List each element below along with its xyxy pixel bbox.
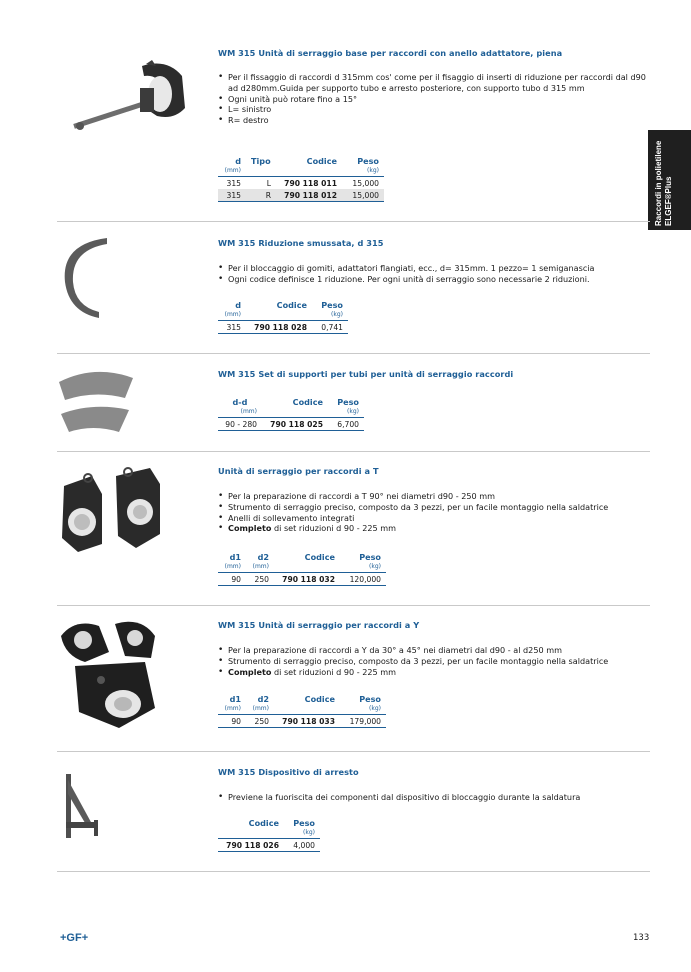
category-side-tab — [648, 130, 691, 230]
page-number: 133 — [633, 933, 650, 943]
section-divider — [57, 605, 650, 606]
product-title: WM 315 Riduzione smussata, d 315 — [218, 238, 384, 248]
feature-item — [218, 523, 658, 534]
spec-table — [218, 817, 320, 852]
column-header: d2 — [257, 552, 269, 562]
product-title: WM 315 Unità di serraggio per raccordi a Y — [218, 620, 420, 630]
spec-table — [218, 551, 386, 586]
section-divider — [57, 871, 650, 872]
table-cell: 315 — [226, 178, 241, 188]
table-cell: 790 118 025 — [262, 418, 328, 431]
column-header: d-d — [232, 397, 248, 407]
feature-list — [218, 645, 658, 677]
product-title: WM 315 Dispositivo di arresto — [218, 767, 359, 777]
table-cell: 315 — [218, 321, 246, 334]
feature-item: • Per il fissaggio di raccordi d 315mm cos' come per il fisaggio di inserti di riduzione per raccordi dal d90 ad d280mm.Guida per supporto tubo e arresto posteriore, con supporto tubo d 315 mm — [218, 72, 658, 94]
column-header: Peso — [321, 300, 343, 310]
table-cell: 90 — [218, 715, 246, 728]
table-cell: 4,000 — [284, 839, 320, 852]
table-cell: 250 — [246, 715, 274, 728]
table-cell: 250 — [246, 573, 274, 586]
section-divider — [57, 751, 650, 752]
feature-list — [218, 792, 658, 803]
column-unit: (kg) — [328, 408, 364, 418]
column-header: d — [235, 300, 241, 310]
column-unit: (mm) — [218, 311, 246, 321]
column-unit: (mm) — [218, 705, 246, 715]
table-cell: 315 — [218, 189, 246, 202]
table-row — [218, 189, 384, 202]
column-header: Codice — [276, 300, 307, 310]
column-unit: (kg) — [312, 311, 348, 321]
product-title: WM 315 Unità di serraggio base per raccordi con anello adattatore, piena — [218, 48, 563, 58]
table-cell: 120,000 — [340, 573, 386, 586]
column-header: Codice — [304, 694, 335, 704]
feature-item: • R= destro — [218, 115, 658, 126]
feature-item: • Per il bloccaggio di gomiti, adattatori flangiati, ecc., d= 315mm. 1 pezzo= 1 semiganascia — [218, 263, 658, 274]
table-cell: 790 118 028 — [246, 321, 312, 334]
column-unit: (kg) — [284, 829, 320, 839]
table-row — [218, 418, 364, 431]
stop-device-image — [60, 770, 105, 849]
table-row — [218, 839, 320, 852]
feature-text: di set riduzioni d 90 - 225 mm — [271, 666, 397, 677]
column-header: Codice — [292, 397, 323, 407]
table-cell: 0,741 — [312, 321, 348, 334]
pipe-support-set-image — [55, 366, 140, 445]
table-cell: L — [266, 178, 271, 188]
table-cell: 790 118 032 — [274, 573, 340, 586]
tee-clamping-unit-image — [58, 464, 163, 563]
column-unit: (mm) — [218, 408, 262, 418]
feature-item — [218, 667, 658, 678]
column-header: d1 — [229, 694, 241, 704]
section-divider — [57, 221, 650, 222]
column-unit: (kg) — [340, 563, 386, 573]
category-label: Raccordi in polietilene — [654, 140, 663, 226]
feature-list — [218, 491, 658, 534]
clamping-unit-base-image — [62, 58, 192, 142]
feature-item: • Previene la fuoriscita dei componenti dal dispositivo di bloccaggio durante la saldatura — [218, 792, 658, 803]
column-header: Peso — [359, 694, 381, 704]
column-header: d2 — [257, 694, 269, 704]
feature-item: • Strumento di serraggio preciso, composto da 3 pezzi, per un facile montaggio nella saldatrice — [218, 502, 658, 513]
section-divider — [57, 353, 650, 354]
column-header: Tipo — [251, 156, 271, 166]
table-cell: 6,700 — [328, 418, 364, 431]
reduction-insert-image — [55, 234, 115, 328]
column-unit — [246, 167, 276, 177]
table-cell: 90 - 280 — [218, 418, 262, 431]
column-unit: (mm) — [246, 705, 274, 715]
y-clamping-unit-image — [55, 616, 165, 740]
table-row — [218, 715, 386, 728]
column-unit — [276, 167, 342, 177]
column-header: Peso — [357, 156, 379, 166]
column-unit: (kg) — [340, 705, 386, 715]
feature-item: • Per la preparazione di raccordi a T 90° nei diametri d90 - 250 mm — [218, 491, 658, 502]
section-divider — [57, 451, 650, 452]
column-header: Codice — [306, 156, 337, 166]
column-unit: (mm) — [218, 167, 246, 177]
feature-item: • Per la preparazione di raccordi a Y da 30° a 45° nei diametri dal d90 - al d250 mm — [218, 645, 658, 656]
column-header: d — [235, 156, 241, 166]
gf-logo: +GF+ — [60, 932, 89, 944]
column-unit — [246, 311, 312, 321]
spec-table — [218, 299, 348, 334]
feature-list — [218, 72, 658, 126]
table-cell: 790 118 026 — [218, 839, 284, 852]
column-unit: (kg) — [342, 167, 384, 177]
table-row — [218, 573, 386, 586]
feature-emphasis: Completo — [228, 523, 272, 534]
feature-item: • Ogni codice definisce 1 riduzione. Per ogni unità di serraggio sono necessarie 2 riduzioni. — [218, 274, 658, 285]
table-cell: R — [246, 189, 276, 202]
column-unit: (mm) — [218, 563, 246, 573]
column-unit — [218, 829, 284, 839]
spec-table — [218, 693, 386, 728]
product-title: Unità di serraggio per raccordi a T — [218, 466, 379, 476]
column-unit — [262, 408, 328, 418]
product-title: WM 315 Set di supporti per tubi per unità di serraggio raccordi — [218, 369, 514, 379]
table-cell: 790 118 012 — [276, 189, 342, 202]
column-unit — [274, 563, 340, 573]
table-cell: 15,000 — [352, 178, 379, 188]
category-side-tab-text — [648, 130, 691, 230]
table-cell: 90 — [218, 573, 246, 586]
feature-text: di set riduzioni d 90 - 225 mm — [271, 523, 397, 534]
table-cell: 179,000 — [340, 715, 386, 728]
feature-item: • Strumento di serraggio preciso, composto da 3 pezzi, per un facile montaggio nella saldatrice — [218, 656, 658, 667]
table-row — [218, 321, 348, 334]
column-unit — [274, 705, 340, 715]
column-header: Peso — [359, 552, 381, 562]
column-header: Codice — [248, 818, 279, 828]
column-header: Peso — [337, 397, 359, 407]
spec-table — [218, 155, 384, 202]
table-cell: 790 118 033 — [274, 715, 340, 728]
feature-item: • Anelli di sollevamento integrati — [218, 513, 658, 524]
table-row — [218, 177, 384, 190]
feature-list — [218, 263, 658, 285]
feature-emphasis: Completo — [228, 666, 272, 677]
table-cell: 15,000 — [342, 189, 384, 202]
feature-item: • L= sinistro — [218, 104, 658, 115]
table-cell: 790 118 011 — [284, 178, 337, 188]
column-header: Codice — [304, 552, 335, 562]
feature-item: • Ogni unità può rotare fino a 15° — [218, 94, 658, 105]
column-header: d1 — [229, 552, 241, 562]
spec-table — [218, 396, 364, 431]
column-unit: (mm) — [246, 563, 274, 573]
product-line-label: ELGEF®Plus — [664, 176, 673, 226]
column-header: Peso — [293, 818, 315, 828]
